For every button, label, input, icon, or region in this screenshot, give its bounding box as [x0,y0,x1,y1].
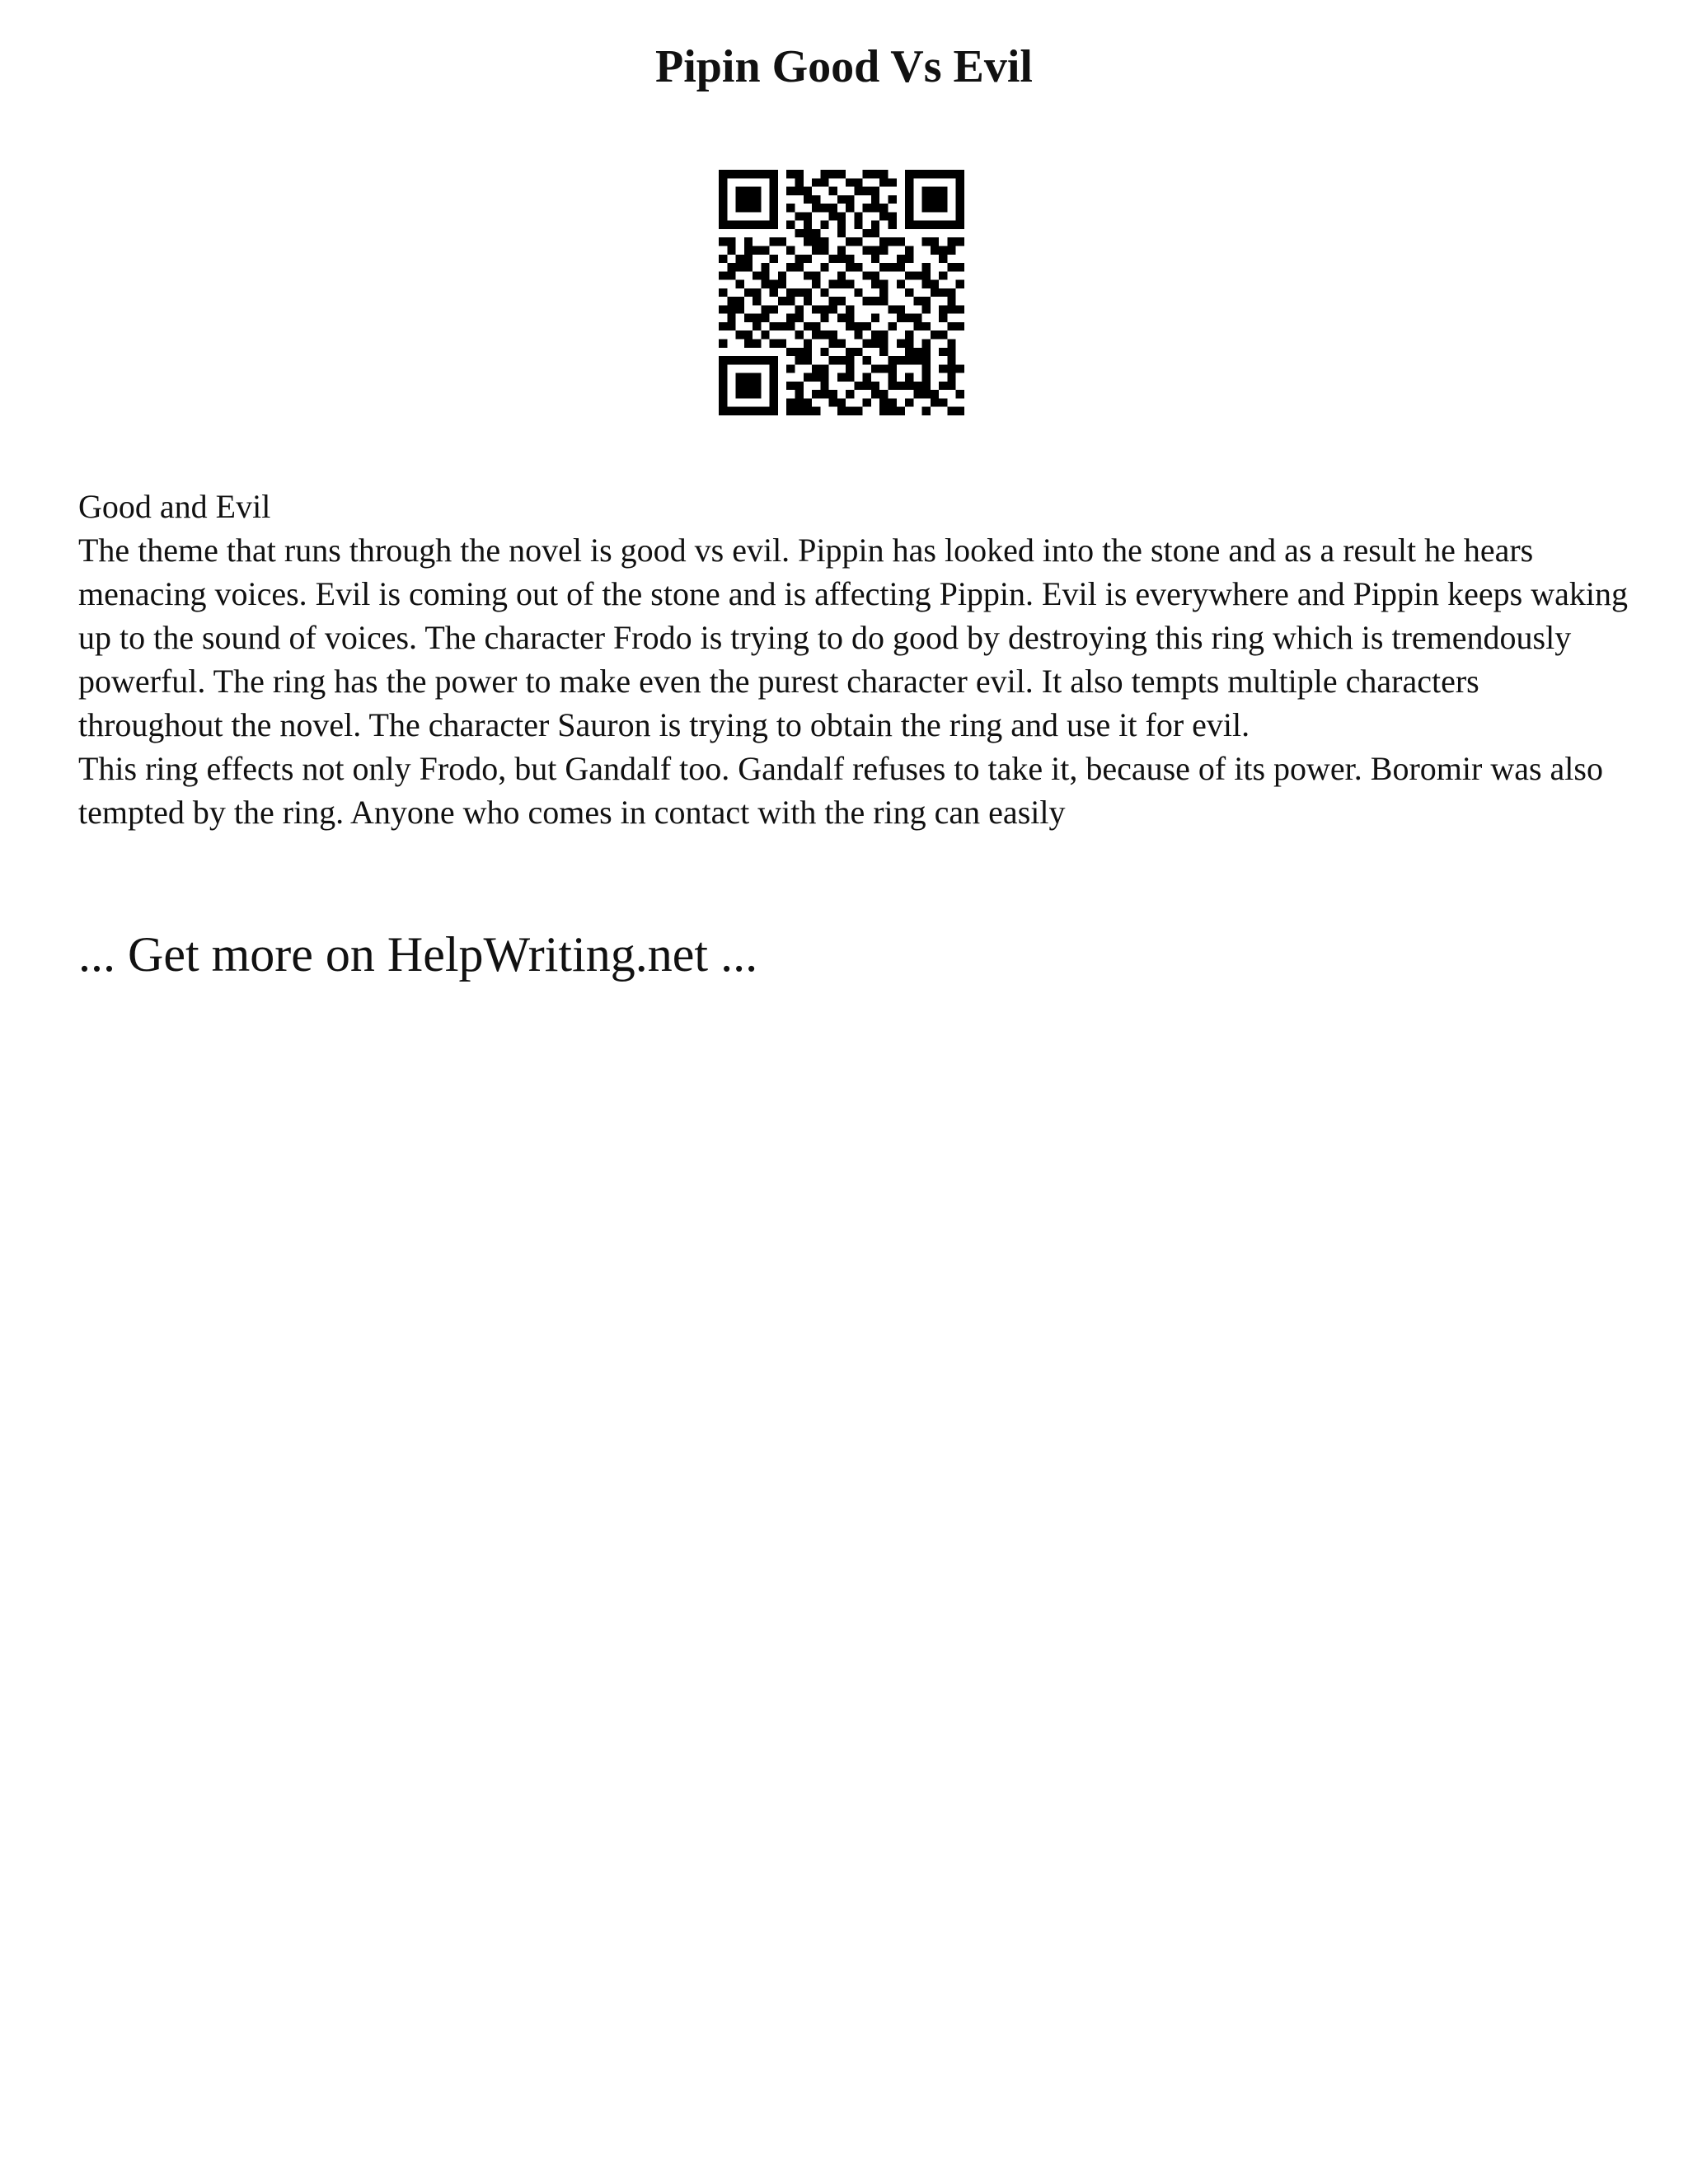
get-more-link[interactable]: ... Get more on HelpWriting.net ... [78,927,758,982]
qr-code-icon[interactable] [719,170,964,415]
paragraph: The theme that runs through the novel is good vs evil. Pippin has looked into the stone and as a result he hears menacing voices. Evil is coming out of the stone and is affecting Pippin. Evil is everywhere and Pippin keeps waking up to the sound of voices. The character Frodo is trying to do good by destroying this ring which is tremendously powerful. The ring has the power to make even the purest character evil. It also tempts multiple characters throughout the novel. The character Sauron is trying to obtain the ring and use it for evil. [78,532,1628,743]
body-text [78,485,1628,834]
paragraph: This ring effects not only Frodo, but Gandalf too. Gandalf refuses to take it, because of its power. Boromir was also tempted by the ring. Anyone who comes in contact with the ring can easily [78,750,1603,831]
page-title: Pipin Good Vs Evil [654,41,1033,92]
qr-code-graphic [719,170,964,415]
section-heading: Good and Evil [78,488,271,525]
